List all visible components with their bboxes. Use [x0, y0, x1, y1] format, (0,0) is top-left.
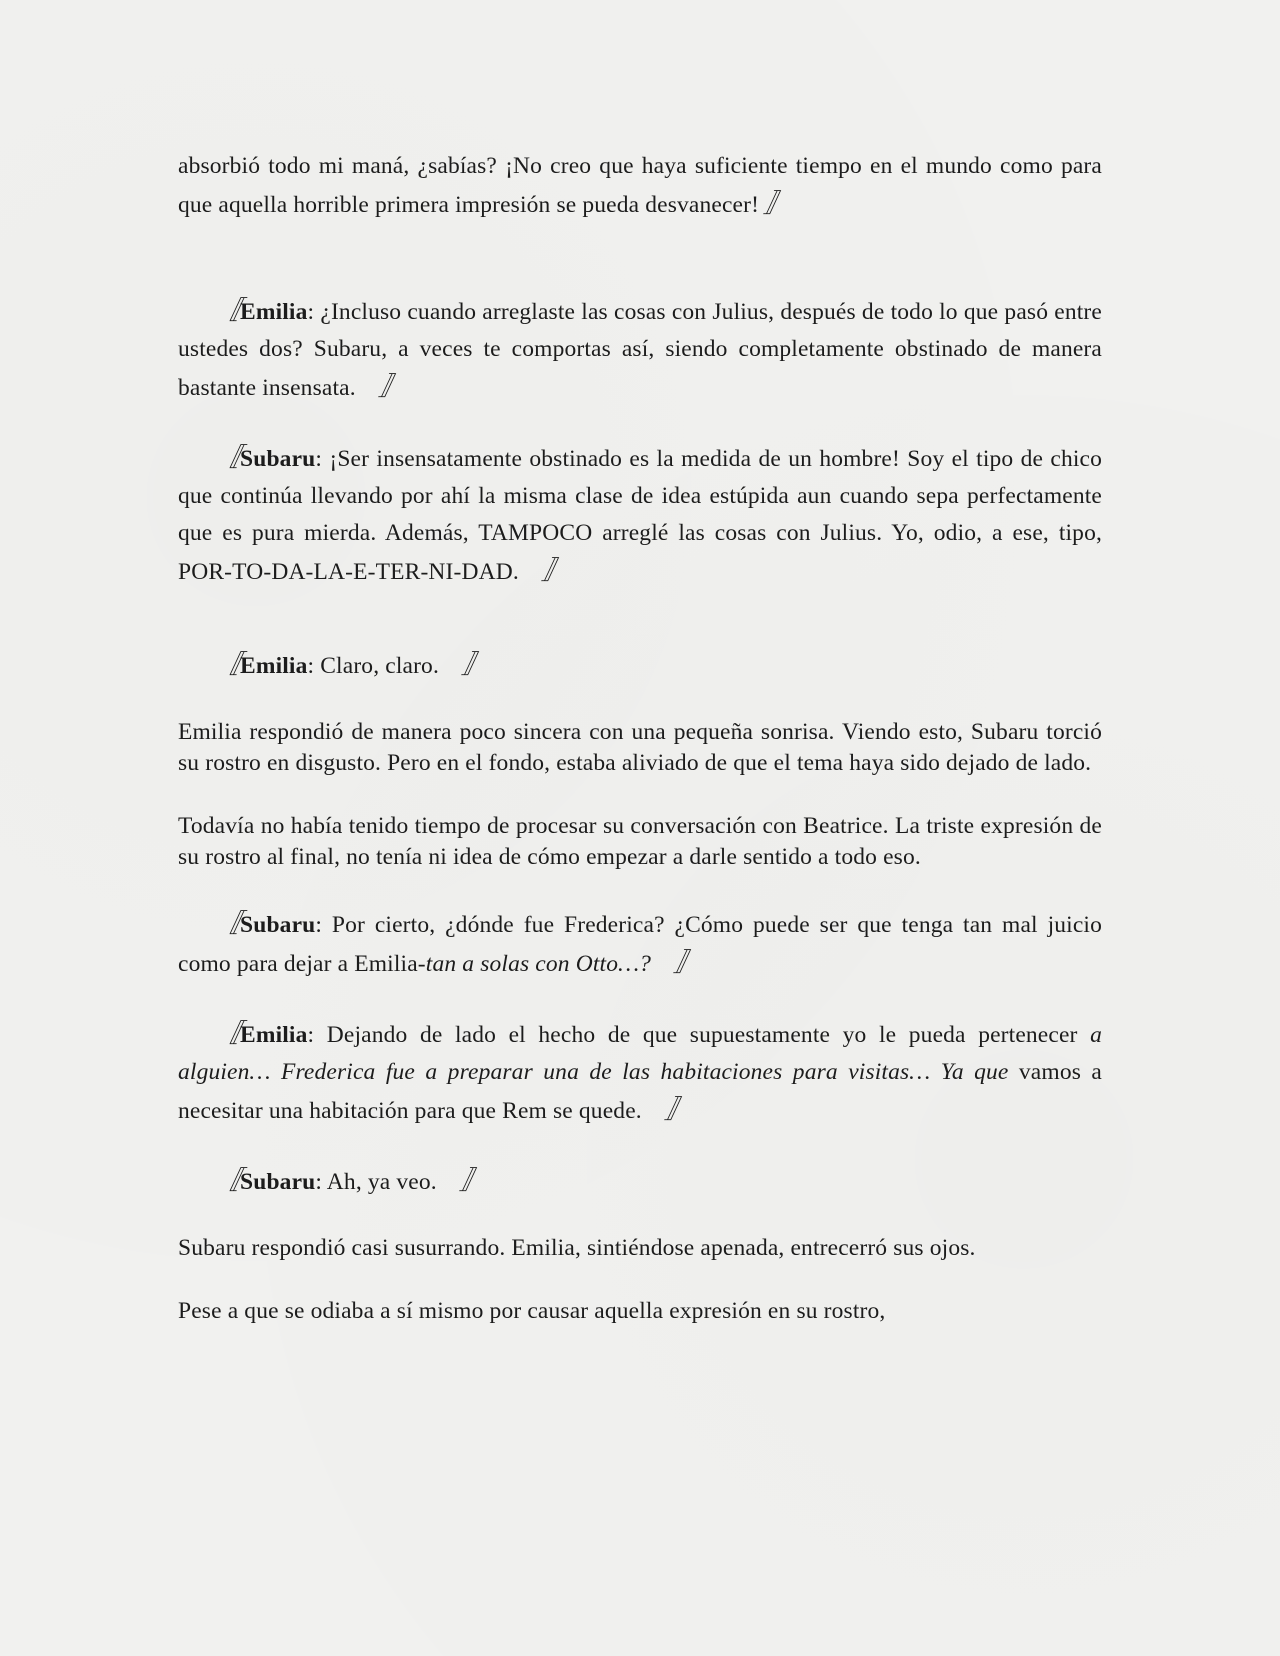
dialogue-subaru-2: 〚Subaru: Por cierto, ¿dónde fue Frederica? ¿Cómo puede ser que tenga tan mal juicio como para dejar a Emilia-tan a solas con Otto…? 〛 — [178, 905, 1102, 983]
dialogue-italic-text: tan a solas con Otto…? — [425, 951, 652, 977]
open-quote-mark: 〚 — [210, 909, 241, 938]
dialogue-text: Ah, ya veo. — [326, 1169, 437, 1195]
paragraph-text: Subaru respondió casi susurrando. Emilia, sintiéndose apenada, entrecerró sus ojos. — [178, 1235, 976, 1261]
speaker-name: Subaru — [240, 446, 316, 472]
open-quote-mark: 〚 — [210, 1166, 241, 1195]
dialogue-text: ¿Incluso cuando arreglaste las cosas con Julius, después de todo lo que pasó entre ustedes dos? Subaru, a veces te comportas así, siendo completamente obstinado de manera bastante insensata. — [178, 299, 1102, 401]
dialogue-italic-text: a alguien… Frederica fue a preparar una de las habitaciones para visitas… Ya que — [178, 1022, 1102, 1085]
document-page — [178, 148, 1102, 1359]
dialogue-text: Claro, claro. — [320, 653, 439, 679]
dialogue-subaru-3: 〚Subaru: Ah, ya veo. 〛 — [178, 1162, 1102, 1201]
close-quote-mark: 〛 — [457, 1166, 487, 1195]
paragraph-text: absorbió todo mi maná, ¿sabías? ¡No creo que haya suficiente tiempo en el mundo como para que aquella horrible primera impresión se pueda desvanecer! — [178, 153, 1102, 218]
speaker-name: Emilia — [240, 653, 308, 679]
speaker-name: Emilia — [240, 299, 308, 325]
speaker-name: Subaru — [240, 912, 316, 938]
close-quote-mark: 〛 — [662, 1095, 692, 1124]
narration-paragraph — [178, 717, 1102, 779]
narration-paragraph — [178, 811, 1102, 873]
narration-paragraph — [178, 148, 1102, 224]
dialogue-emilia-3: 〚Emilia: Dejando de lado el hecho de que supuestamente yo le pueda pertenecer a alguien… Frederica fue a preparar una de las habitaciones para visitas… Ya que vamos a necesitar una habitación para que Rem se quede. 〛 — [178, 1015, 1102, 1130]
close-quote-mark: 〛 — [459, 650, 490, 679]
dialogue-text: Por cierto, ¿dónde fue Frederica? ¿Cómo puede ser que tenga tan mal juicio como para dejar a Emilia- — [178, 912, 1102, 977]
open-quote-mark: 〚 — [210, 296, 241, 325]
dialogue-text-continued: vamos a necesitar una habitación para que Rem se quede. — [178, 1059, 1102, 1124]
close-quote-mark: 〛 — [671, 948, 702, 977]
dialogue-text: Dejando de lado el hecho de que supuestamente yo le pueda pertenecer — [326, 1022, 1078, 1048]
open-quote-mark: 〚 — [210, 1019, 241, 1048]
narration-paragraph — [178, 1296, 1102, 1327]
close-quote-mark: 〛 — [376, 372, 406, 401]
dialogue-emilia-2: 〚Emilia: Claro, claro. 〛 — [178, 646, 1102, 685]
open-quote-mark: 〚 — [210, 650, 241, 679]
speaker-name: Subaru — [240, 1169, 316, 1195]
paragraph-text: Todavía no había tenido tiempo de procesar su conversación con Beatrice. La triste expresión de su rostro al final, no tenía ni idea de cómo empezar a darle sentido a todo eso. — [178, 813, 1102, 870]
paragraph-text: Emilia respondió de manera poco sincera con una pequeña sonrisa. Viendo esto, Subaru torció su rostro en disgusto. Pero en el fondo, estaba aliviado de que el tema haya sido dejado de lado. — [178, 719, 1102, 776]
speaker-name: Emilia — [240, 1022, 308, 1048]
dialogue-text: ¡Ser insensatamente obstinado es la medida de un hombre! Soy el tipo de chico que continúa llevando por ahí la misma clase de idea estúpida aun cuando sepa perfectamente que es pura mierda. Además, TAMPOCO arreglé las cosas con Julius. Yo, odio, a ese, tipo, POR-TO-DA-LA-E-TER-NI-DAD. — [178, 446, 1102, 585]
dialogue-subaru-1: 〚Subaru: ¡Ser insensatamente obstinado es la medida de un hombre! Soy el tipo de chico que continúa llevando por ahí la misma clase de idea estúpida aun cuando sepa perfectamente que es pura mierda. Además, TAMPOCO arreglé las cosas con Julius. Yo, odio, a ese, tipo, POR-TO-DA-LA-E-TER-NI-DAD. 〛 — [178, 439, 1102, 591]
dialogue-emilia-1: 〚Emilia: ¿Incluso cuando arreglaste las cosas con Julius, después de todo lo que pasó entre ustedes dos? Subaru, a veces te comportas así, siendo completamente obstinado de manera bastante insensata. 〛 — [178, 292, 1102, 407]
open-quote-mark: 〚 — [210, 443, 241, 472]
close-quote-mark: 〛 — [762, 189, 792, 218]
close-quote-mark: 〛 — [539, 556, 569, 585]
paragraph-text: Pese a que se odiaba a sí mismo por causar aquella expresión en su rostro, — [178, 1298, 886, 1324]
narration-paragraph — [178, 1233, 1102, 1264]
